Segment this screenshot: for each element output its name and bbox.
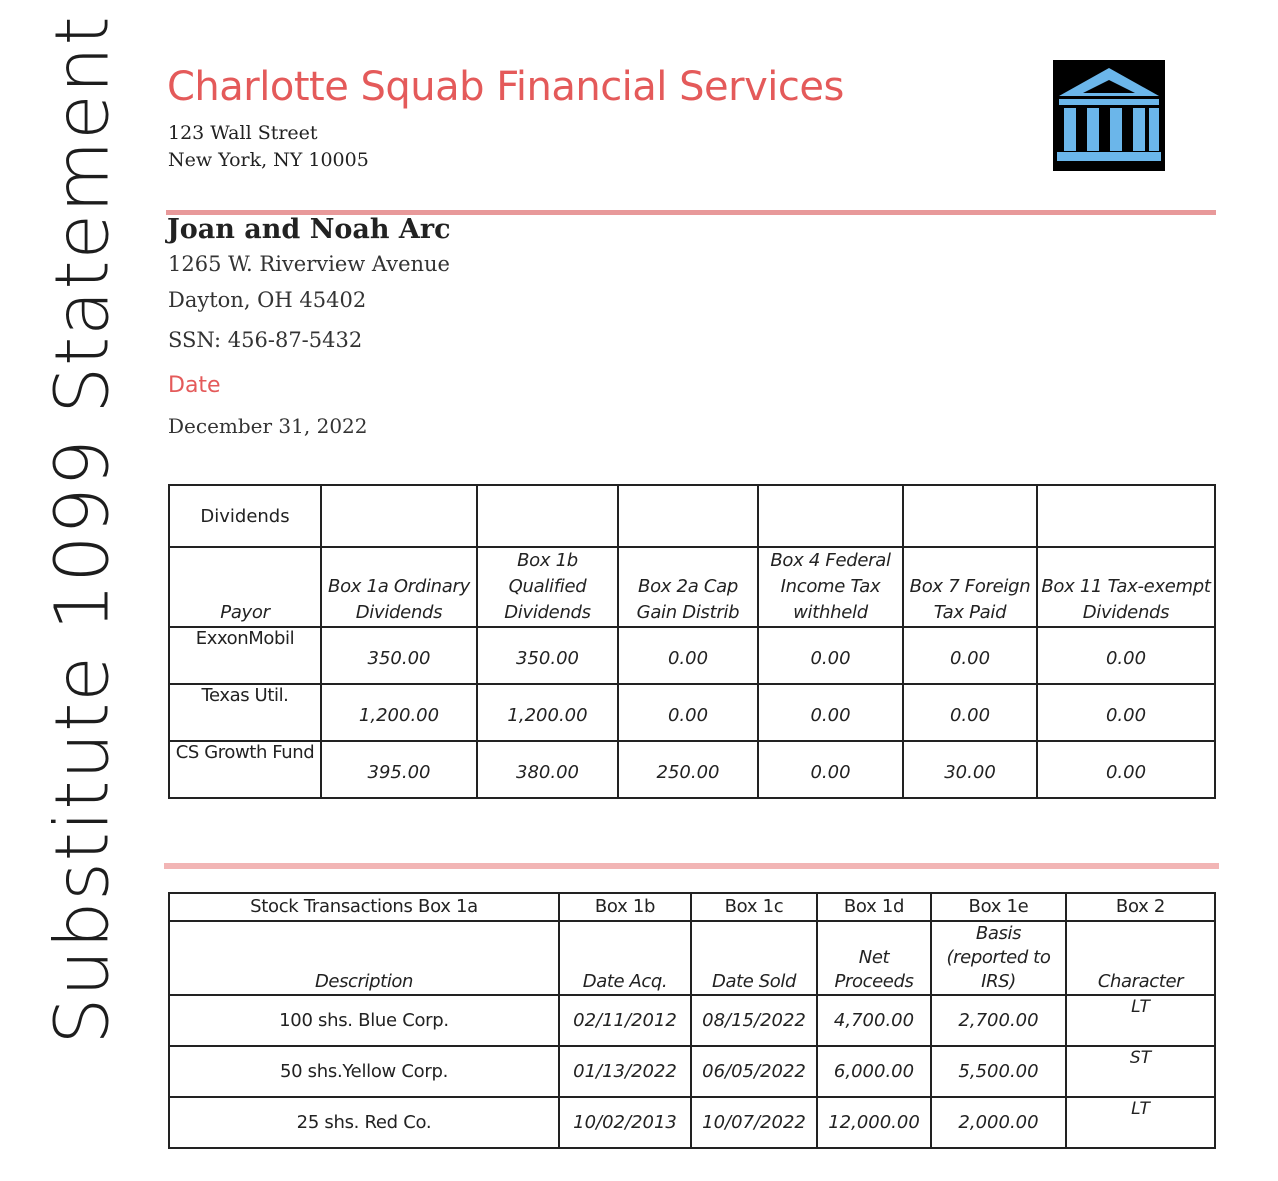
box-header-2: Box 2 — [1066, 893, 1215, 921]
table-row — [169, 995, 1215, 1046]
company-address — [168, 120, 369, 174]
side-title-text: Substitute 1099 Statement — [40, 15, 127, 1045]
box2a-cell: 0.00 — [618, 684, 758, 741]
header-box2a: Box 2a Cap Gain Distrib — [618, 547, 758, 627]
date-sold-cell: 06/05/2022 — [691, 1046, 817, 1097]
client-ssn: SSN: 456-87-5432 — [168, 328, 363, 352]
box-header-1d: Box 1d — [817, 893, 931, 921]
header-payor: Payor — [169, 547, 321, 627]
net-proceeds-cell: 12,000.00 — [817, 1097, 931, 1148]
basis-cell: 2,000.00 — [931, 1097, 1066, 1148]
company-address-line2: New York, NY 10005 — [168, 149, 369, 171]
header-basis: Basis (reported to IRS) — [931, 921, 1066, 995]
character-cell: LT — [1066, 1097, 1215, 1148]
header-box11: Box 11 Tax-exempt Dividends — [1037, 547, 1215, 627]
dividends-title: Dividends — [169, 485, 321, 547]
header-date-acq: Date Acq. — [559, 921, 691, 995]
bank-building-icon — [1053, 60, 1165, 171]
payor-cell: Texas Util. — [169, 684, 321, 741]
box2a-cell: 250.00 — [618, 741, 758, 798]
box-header-1c: Box 1c — [691, 893, 817, 921]
basis-cell: 2,700.00 — [931, 995, 1066, 1046]
header-box7: Box 7 Foreign Tax Paid — [903, 547, 1037, 627]
header-character: Character — [1066, 921, 1215, 995]
date-acq-cell: 10/02/2013 — [559, 1097, 691, 1148]
box7-cell: 30.00 — [903, 741, 1037, 798]
header-box1a: Box 1a Ordinary Dividends — [321, 547, 477, 627]
header-net-proceeds: Net Proceeds — [817, 921, 931, 995]
box7-cell: 0.00 — [903, 627, 1037, 684]
date-sold-cell: 08/15/2022 — [691, 995, 817, 1046]
side-title — [28, 15, 138, 1045]
stock-column-header-row — [169, 921, 1215, 995]
basis-cell: 5,500.00 — [931, 1046, 1066, 1097]
character-cell: LT — [1066, 995, 1215, 1046]
description-cell: 25 shs. Red Co. — [169, 1097, 559, 1148]
dividends-header-row — [169, 547, 1215, 627]
box1b-cell: 380.00 — [477, 741, 618, 798]
table-row — [169, 1046, 1215, 1097]
header-description: Description — [169, 921, 559, 995]
table-row — [169, 684, 1215, 741]
date-acq-cell: 02/11/2012 — [559, 995, 691, 1046]
box7-cell: 0.00 — [903, 684, 1037, 741]
section-divider — [164, 863, 1219, 869]
description-cell: 50 shs.Yellow Corp. — [169, 1046, 559, 1097]
client-city: Dayton, OH 45402 — [168, 288, 367, 312]
box1a-cell: 350.00 — [321, 627, 477, 684]
box-header-1e: Box 1e — [931, 893, 1066, 921]
box1a-cell: 1,200.00 — [321, 684, 477, 741]
date-sold-cell: 10/07/2022 — [691, 1097, 817, 1148]
client-name: Joan and Noah Arc — [167, 214, 451, 245]
company-name: Charlotte Squab Financial Services — [167, 64, 844, 110]
dividends-title-row — [169, 485, 1215, 547]
box-header-1a: Stock Transactions Box 1a — [169, 893, 559, 921]
description-cell: 100 shs. Blue Corp. — [169, 995, 559, 1046]
table-row — [169, 627, 1215, 684]
payor-cell: CS Growth Fund — [169, 741, 321, 798]
box11-cell: 0.00 — [1037, 627, 1215, 684]
date-value: December 31, 2022 — [168, 414, 368, 438]
stock-box-header-row — [169, 893, 1215, 921]
box11-cell: 0.00 — [1037, 741, 1215, 798]
box4-cell: 0.00 — [758, 741, 903, 798]
table-row — [169, 741, 1215, 798]
box1b-cell: 1,200.00 — [477, 684, 618, 741]
date-acq-cell: 01/13/2022 — [559, 1046, 691, 1097]
net-proceeds-cell: 4,700.00 — [817, 995, 931, 1046]
box4-cell: 0.00 — [758, 684, 903, 741]
box1b-cell: 350.00 — [477, 627, 618, 684]
box1a-cell: 395.00 — [321, 741, 477, 798]
box-header-1b: Box 1b — [559, 893, 691, 921]
date-label: Date — [168, 373, 221, 398]
header-date-sold: Date Sold — [691, 921, 817, 995]
client-street: 1265 W. Riverview Avenue — [168, 252, 450, 276]
net-proceeds-cell: 6,000.00 — [817, 1046, 931, 1097]
header-box1b: Box 1b Qualified Dividends — [477, 547, 618, 627]
box4-cell: 0.00 — [758, 627, 903, 684]
payor-cell: ExxonMobil — [169, 627, 321, 684]
header-box4: Box 4 Federal Income Tax withheld — [758, 547, 903, 627]
character-cell: ST — [1066, 1046, 1215, 1097]
box2a-cell: 0.00 — [618, 627, 758, 684]
company-address-line1: 123 Wall Street — [168, 122, 318, 144]
table-row — [169, 1097, 1215, 1148]
stock-transactions-table — [168, 892, 1216, 1149]
dividends-table — [168, 484, 1216, 799]
box11-cell: 0.00 — [1037, 684, 1215, 741]
